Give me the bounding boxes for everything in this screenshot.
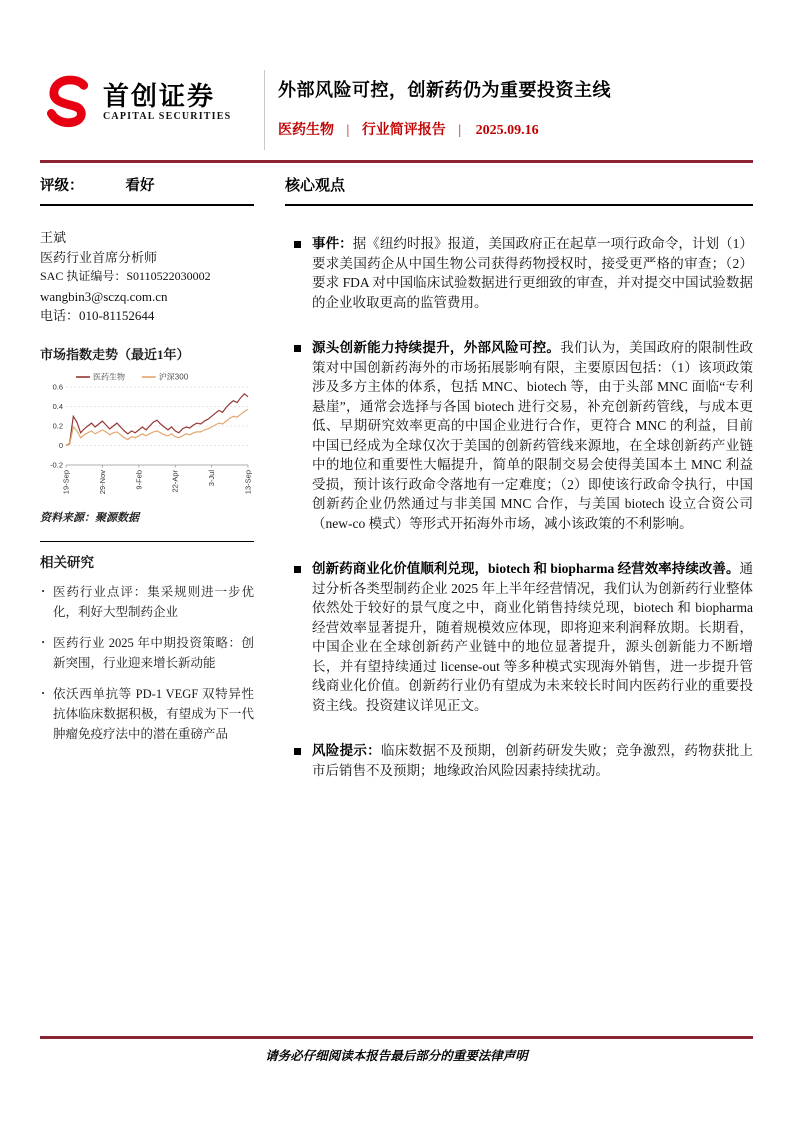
- footer-disclaimer: 请务必仔细阅读本报告最后部分的重要法律声明: [265, 1049, 528, 1063]
- point-body: 临床数据不及预期，创新药研发失败；竞争激烈，药物获批上市后销售不及预期；地缘政治风险因素持续扰动。: [312, 743, 754, 778]
- point-body: 我们认为，美国政府的限制性政策对中国创新药海外的市场拓展影响有限，主要原因包括：（1）该项政策涉及多方主体的体系，包括 MNC、biotech 等，由于头部 MNC 面临“专利悬崖”，通常会选择与各国 biotech 进行交易，补充创新药管线，与成本更低、早期研究效率更高的中国企业进行合作，更符合 MNC 的利益，目前中国已经成为全球仅次于美国的创新药管线来源地，在全球创新药产业链中的地位和重要性大幅提升，简单的限制交易会使得美国本土 MNC 利益受损，预计该行政命令落地有一定难度；（2）即使该行政命令执行，中国创新药企业仍然通过与非美国 MNC 合作，与美国 biotech 设立合资公司（new-co 模式）等形式开拓海外市场，减小该政策的不利影响。: [312, 340, 754, 531]
- svg-text:沪深300: 沪深300: [158, 372, 189, 381]
- logo-cn-name: 首创证券: [103, 81, 216, 111]
- report-meta: [278, 119, 753, 139]
- analyst-email: wangbin3@sczq.com.cn: [40, 288, 168, 304]
- footer-rule: [40, 1036, 753, 1039]
- related-research-item: · 医药行业 2025 年中期投资策略：创新突围，行业迎来增长新动能: [40, 633, 254, 673]
- market-index-chart-svg: [40, 369, 254, 501]
- bullet-square-icon: [294, 345, 301, 352]
- sidebar-rule: [40, 204, 254, 206]
- related-research-title: 相关研究: [40, 554, 94, 570]
- related-research-section: [40, 541, 254, 744]
- report-header: [40, 66, 753, 158]
- report-type-label: 行业简评报告: [361, 123, 446, 138]
- analyst-name: 王斌: [40, 230, 67, 245]
- analyst-sac-number: SAC 执证编号：S0110522030002: [40, 269, 211, 283]
- point-body: 通过分析各类型制药企业 2025 年上半年经营情况，我们认为创新药行业整体依然处于较好的景气度之中，商业化销售持续兑现，biotech 和 biopharma 经营效率显著提升，随着规模效应体现，即将迎来利润释放期。长期看，中国企业在全球创新药产业链中的地位显著提升，源头创新能力不断增长，并有望持续通过 license-out 等多种模式实现海外销售，进一步提升管线商业化价值。创新药行业仍有望成为未来较长时间内医药行业的重要投资主线。投资建议详见正文。: [312, 561, 753, 713]
- analyst-phone: 电话：010-81152644: [40, 308, 155, 323]
- core-point-commercialization: [285, 559, 753, 715]
- core-viewpoints-section: [285, 174, 753, 806]
- point-body: 据《纽约时报》报道，美国政府正在起草一项行政命令，计划（1）要求美国药企从中国生物公司获得药物授权时，接受更严格的审查；（2）要求 FDA 对中国临床试验数据进行更细致的审查，并对提交中国试验数据的企业收取更高的监管费用。: [312, 236, 754, 310]
- company-logo: [40, 66, 264, 130]
- capital-securities-logo-icon: [40, 74, 96, 130]
- meta-separator: |: [458, 123, 462, 138]
- svg-text:9-Feb: 9-Feb: [134, 469, 144, 490]
- point-lead: 事件：: [312, 236, 353, 251]
- header-rule: [40, 160, 753, 163]
- rating-row: [40, 174, 254, 195]
- core-point-risk-warning: [285, 741, 753, 780]
- rating-value: 看好: [125, 178, 155, 194]
- bullet-square-icon: [294, 566, 301, 573]
- rating-label: 评级：: [40, 178, 84, 194]
- svg-text:3-Jul: 3-Jul: [207, 469, 217, 486]
- point-paragraph: [312, 338, 753, 533]
- svg-text:-0.2: -0.2: [50, 460, 63, 469]
- svg-text:29-Nov: 29-Nov: [97, 469, 107, 494]
- point-paragraph: [312, 234, 753, 312]
- market-chart-title: 市场指数走势（最近1年）: [40, 346, 190, 362]
- logo-text: [103, 82, 231, 123]
- header-vertical-divider: [264, 70, 265, 150]
- related-research-item: · 医药行业点评：集采规则进一步优化，利好大型制药企业: [40, 582, 254, 622]
- title-block: [278, 66, 753, 139]
- logo-en-name: CAPITAL SECURITIES: [103, 111, 232, 123]
- svg-text:13-Sep: 13-Sep: [243, 469, 253, 494]
- related-research-list: [40, 582, 254, 744]
- svg-text:22-Apr: 22-Apr: [170, 469, 180, 493]
- svg-text:0: 0: [58, 440, 63, 450]
- core-point-event: [285, 234, 753, 312]
- analyst-title: 医药行业首席分析师: [40, 249, 158, 265]
- point-lead: 源头创新能力持续提升，外部风险可控。: [312, 340, 561, 355]
- bullet-square-icon: [294, 241, 301, 248]
- point-paragraph: [312, 741, 753, 780]
- industry-label: 医药生物: [278, 123, 334, 138]
- report-sidebar: [40, 174, 254, 755]
- report-date: 2025.09.16: [475, 123, 539, 138]
- svg-text:0.2: 0.2: [52, 421, 63, 430]
- analyst-info: [40, 228, 254, 326]
- core-viewpoints-title: 核心观点: [285, 178, 346, 194]
- point-lead: 创新药商业化价值顺利兑现，biotech 和 biopharma 经营效率持续改善。: [312, 561, 740, 576]
- section-rule: [285, 204, 753, 206]
- svg-text:医药生物: 医药生物: [93, 372, 125, 381]
- report-title: 外部风险可控，创新药仍为重要投资主线: [278, 80, 611, 100]
- related-research-item: · 依沃西单抗等 PD-1 VEGF 双特异性抗体临床数据积极，有望成为下一代肿瘤免疫疗法中的潜在重磅产品: [40, 684, 254, 744]
- svg-text:0.6: 0.6: [52, 382, 63, 391]
- chart-source-note: 资料来源：聚源数据: [40, 511, 139, 524]
- svg-text:0.4: 0.4: [52, 401, 63, 411]
- point-lead: 风险提示：: [312, 743, 381, 758]
- bullet-square-icon: [294, 748, 301, 755]
- core-points-list: [285, 234, 753, 780]
- point-paragraph: [312, 559, 753, 715]
- core-point-risk-controllable: [285, 338, 753, 533]
- meta-separator: |: [346, 123, 350, 138]
- market-index-chart: [40, 369, 254, 506]
- svg-text:19-Sep: 19-Sep: [61, 469, 71, 494]
